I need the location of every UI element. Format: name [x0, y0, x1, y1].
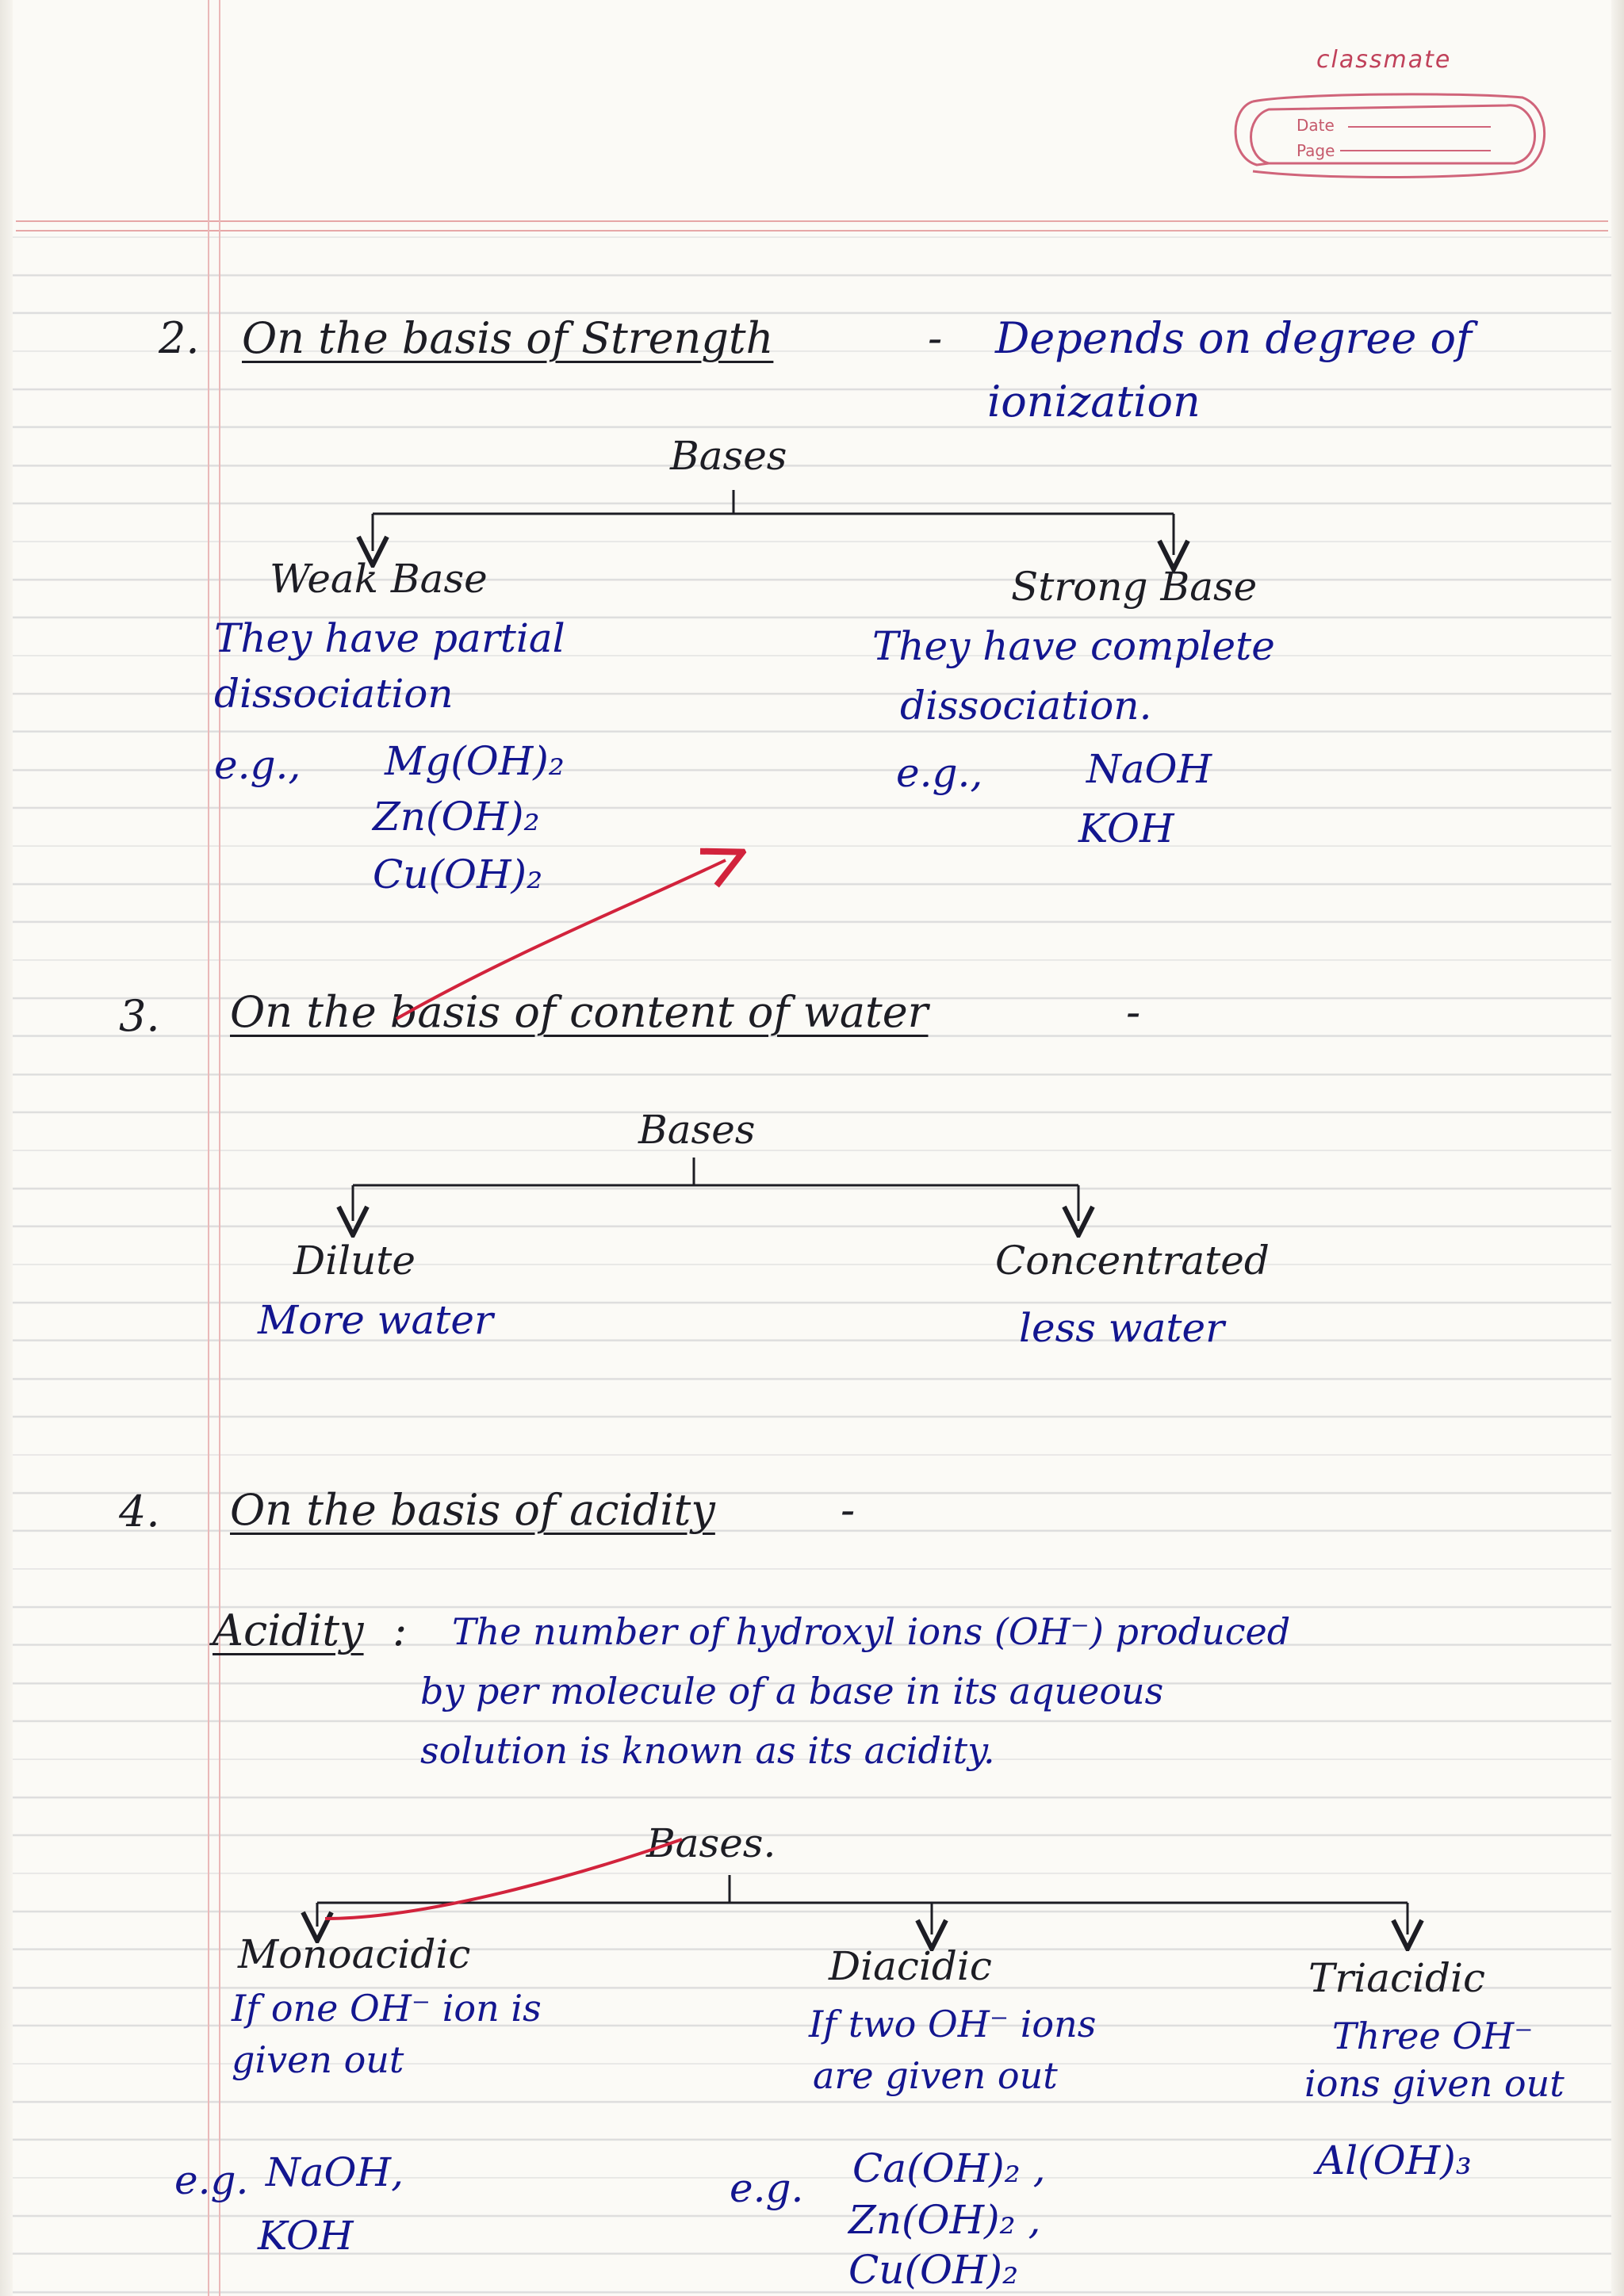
section-2-root-label: Bases: [670, 433, 787, 479]
section-2-dash: -: [928, 313, 943, 363]
section-2-description-line1: Depends on degree of: [995, 313, 1472, 363]
weak-base-eg: e.g.,: [214, 742, 301, 788]
brand-logo: classmate: [1316, 46, 1452, 74]
section-3-number: 3.: [119, 991, 160, 1041]
water-tree: [353, 1158, 1078, 1221]
red-pen-strokes: [325, 860, 726, 1919]
diacidic-desc1: If two OH⁻ ions: [809, 2003, 1097, 2045]
diacidic-example-2: Zn(OH)₂ ,: [848, 2197, 1041, 2243]
section-4-root-label: Bases.: [646, 1820, 776, 1866]
section-2-number: 2.: [159, 313, 200, 363]
diacidic-desc2: are given out: [813, 2054, 1058, 2097]
section-2-title: On the basis of Strength: [242, 313, 774, 363]
monoacidic-desc2: given out: [232, 2038, 404, 2081]
diacidic-title: Diacidic: [829, 1943, 992, 1989]
weak-base-example-3: Cu(OH)₂: [373, 851, 543, 897]
date-label: Date: [1297, 116, 1335, 135]
strong-base-desc2: dissociation.: [900, 683, 1152, 729]
concentrated-desc: less water: [1019, 1305, 1224, 1351]
weak-base-example-1: Mg(OH)₂: [385, 738, 565, 784]
triacidic-example-1: Al(OH)₃: [1316, 2137, 1472, 2183]
weak-base-desc1: They have partial: [214, 615, 565, 661]
section-4-number: 4.: [119, 1487, 160, 1536]
monoacidic-example-1: NaOH,: [266, 2149, 404, 2195]
acidity-tree: [317, 1875, 1408, 1934]
strong-base-title: Strong Base: [1011, 564, 1258, 610]
strong-base-example-2: KOH: [1078, 806, 1174, 851]
section-3-root-label: Bases: [638, 1107, 756, 1153]
strong-base-desc1: They have complete: [872, 623, 1275, 669]
weak-base-desc2: dissociation: [214, 671, 454, 717]
acidity-def-line2: by per molecule of a base in its aqueous: [420, 1670, 1164, 1712]
diacidic-example-3: Cu(OH)₂: [848, 2247, 1019, 2293]
concentrated-title: Concentrated: [995, 1238, 1270, 1284]
diacidic-eg: e.g.: [730, 2165, 804, 2211]
page-label: Page: [1297, 141, 1335, 160]
section-4-dash: -: [841, 1485, 856, 1535]
monoacidic-desc1: If one OH⁻ ion is: [232, 1987, 542, 2030]
weak-base-example-2: Zn(OH)₂: [373, 794, 540, 840]
acidity-colon: :: [393, 1605, 408, 1655]
section-3-dash: -: [1126, 987, 1141, 1037]
triacidic-desc1: Three OH⁻: [1332, 2015, 1534, 2057]
acidity-def-line1: The number of hydroxyl ions (OH⁻) produced: [452, 1610, 1291, 1653]
section-2-description-line2: ionization: [987, 377, 1201, 427]
diacidic-example-1: Ca(OH)₂ ,: [852, 2145, 1046, 2191]
acidity-term: Acidity: [213, 1605, 364, 1655]
dilute-title: Dilute: [293, 1238, 416, 1284]
triacidic-title: Triacidic: [1308, 1955, 1486, 2001]
section-4-title: On the basis of acidity: [230, 1485, 715, 1535]
weak-base-title: Weak Base: [270, 556, 488, 602]
acidity-def-line3: solution is known as its acidity.: [420, 1729, 995, 1772]
dilute-desc: More water: [258, 1297, 493, 1343]
section-3-title: On the basis of content of water: [230, 987, 929, 1037]
monoacidic-example-2: KOH: [258, 2213, 354, 2259]
monoacidic-eg: e.g.: [174, 2157, 249, 2203]
triacidic-desc2: ions given out: [1304, 2062, 1565, 2105]
monoacidic-title: Monoacidic: [238, 1931, 471, 1977]
strong-base-eg: e.g.,: [896, 750, 983, 796]
strong-base-example-1: NaOH: [1086, 746, 1212, 792]
strength-tree: [373, 490, 1174, 555]
